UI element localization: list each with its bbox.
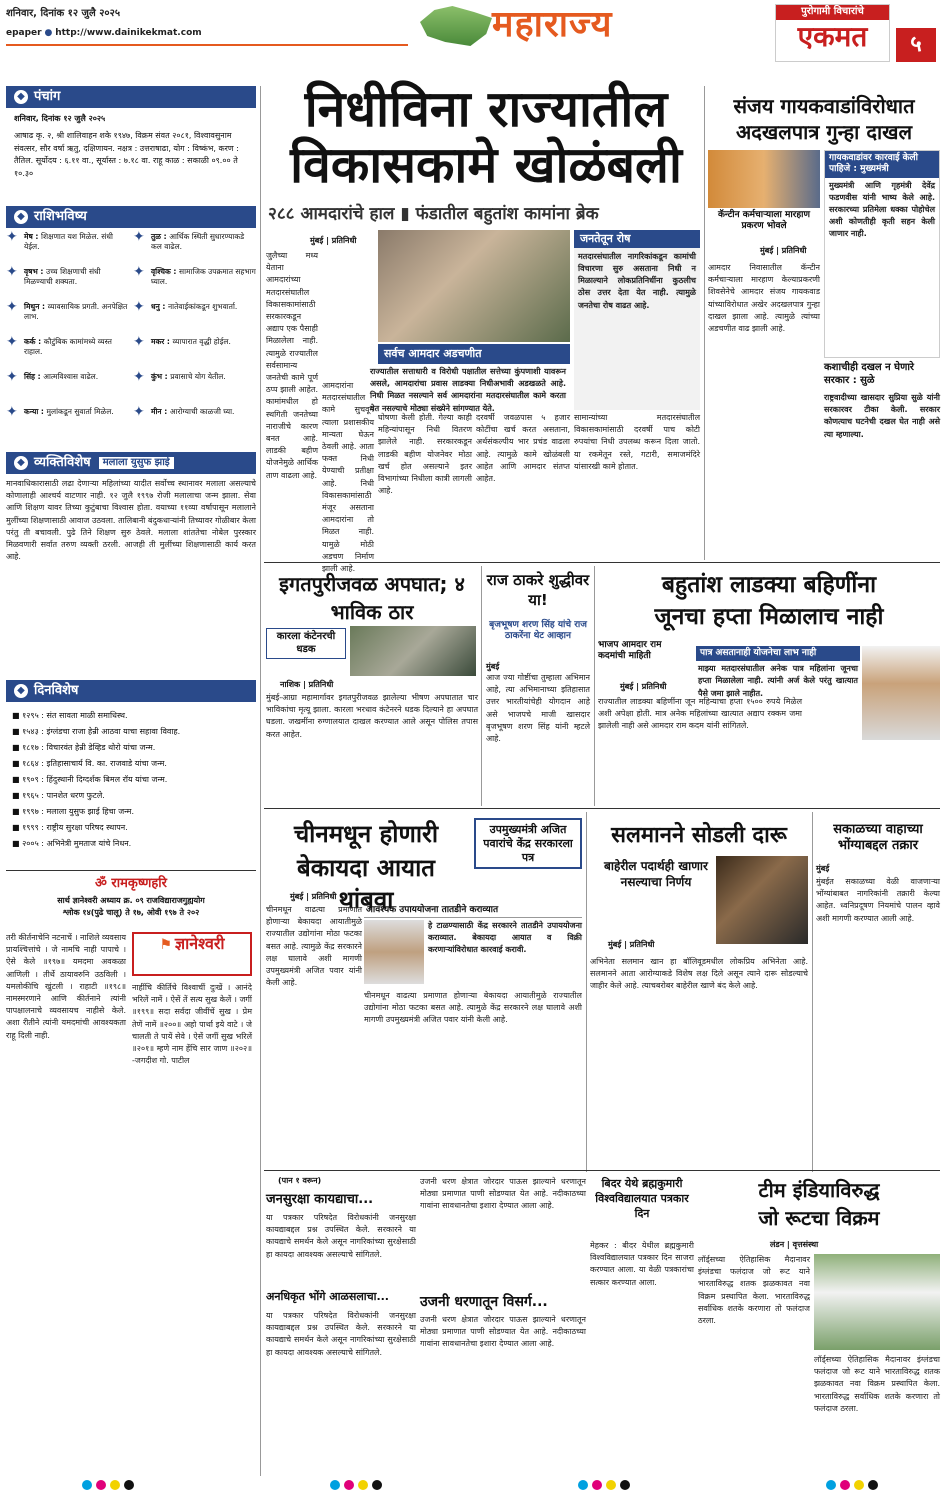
igatpuri-caption: कारला कंटेनरची धडक: [266, 628, 346, 659]
salman-headline: सलमानने सोडली दारू: [611, 823, 787, 848]
dinvishesh-item: ■ २००५ : अभिनेत्री मुमताज यांचे निधन.: [12, 839, 132, 848]
dinvishesh-item: ■ १९०९ : हिंदुस्थानी दिग्दर्शक बिमल रॉय यांचा जन्म.: [12, 775, 168, 784]
dinvishesh-item: ■ १९९९ : राष्ट्रीय सुरक्षा परिषद स्थापन.: [12, 823, 128, 832]
janata-box: [574, 230, 700, 410]
logo-text: ज्ञानेश्वरी: [174, 934, 225, 953]
ramkrishna-sub: सार्थ ज्ञानेश्वरी अध्याय क्र. ०९ राजविद्याराजगुह्ययोग: [57, 896, 205, 906]
janata-title: जनतेतून रोष: [574, 230, 700, 248]
raj-body: आज ज्या गोष्टींचा तुम्हाला अभिमान आहे, त्या अभिमानाच्या इतिहासात उत्तर भारतीयांचेही योगदान आहे असे भाजपचे माजी खासदार बृजभूषण शरण सिंह यांनी म्हटले आहे.: [486, 673, 590, 744]
zodiac-icon: ✦: [6, 404, 18, 420]
lead-caption-body: राज्यातील सत्ताधारी व विरोधी पक्षातील सत्तेच्या कुंपणाशी यावरून असले, आमदारांचा प्रवास लाडक्या निधीअभावी अडखळते आहे. निधी मिळत नसल्याने सर्व आमदारांना मतदारसंघातील कामे करता येत नसल्याचे मोठ्या संख्येने सांगण्यात येते.: [370, 367, 566, 413]
rashi-item: [6, 404, 129, 440]
ajit-photo: [364, 920, 424, 984]
ramkrishna-ovi: श्लोक १४(पुढे चालू) ते १७, ओवी १९७ ते २०२: [62, 908, 200, 918]
sule-title: कशाचीही दखल न घेणारे सरकार : सुळे: [824, 362, 914, 386]
rashi-item: [133, 229, 256, 265]
bhonga-dateline: मुंबई: [816, 864, 830, 873]
rashi-text: उच्च शिक्षणाची संधी मिळण्याची शक्यता.: [24, 267, 101, 286]
rashi-text: व्यापारात वृद्धी होईल.: [172, 337, 231, 346]
rashi-item: [6, 264, 129, 300]
vyakti-body: मानवाधिकारासाठी लढा देणाऱ्या महिलांच्या यादीत सर्वोच्च स्थानावर मलाला असल्याचे कोणालाही आश्चर्य वाटणार नाही. १२ जुलै १९९७ रोजी मलालाचा जन्म झाला. सेवा आणि शिक्षण यावर तिच्या कुटुंबाचा विश्वास होता. वयाच्या ११व्या वर्षापासून मलालाने मुलींच्या शिक्षणासाठी आवाज उठवला. तालिबानी बंदुकधाऱ्यांनी तिच्यावर गोळीबार केला परंतु ती बचावली. पुढे तिने शिक्षण सुरु ठेवले. मलाला शांततेचा नोबेल पुरस्कार मिळवणारी सर्वात तरुण व्यक्ती ठरली. आजही ती मुलींच्या शिक्षणासाठी कार्य करत आहे.: [6, 479, 256, 562]
map-graphic: [420, 6, 492, 46]
dinvishesh-item: ■ १८६४ : इतिहासाचार्य वि. का. राजवाडे यांचा जन्म.: [12, 759, 167, 768]
ramkrishna-title: ॐ रामकृष्णहरि: [95, 876, 167, 891]
salman-subhead: बाहेरील पदार्थही खाणार नसल्याचा निर्णय: [604, 859, 708, 889]
rashi-name: तुळ :: [151, 232, 170, 241]
panchang-date: शनिवार, दिनांक १२ जुलै २०२५: [14, 114, 106, 123]
chin-sidehead: उपमुख्यमंत्री अजित पवारांचे केंद्र सरकारला पत्र: [474, 818, 582, 869]
panchang-title: पंचांग: [34, 88, 61, 104]
gaikwad-photo: [708, 150, 820, 208]
igatpuri-dateline: नाशिक | प्रतिनिधी: [280, 680, 334, 689]
rashi-item: [133, 404, 256, 440]
rashi-title: राशिभविष्य: [34, 208, 87, 224]
rashi-name: सिंह :: [24, 372, 44, 381]
globe-icon: ●: [44, 28, 53, 38]
sule-body: राष्ट्रवादीच्या खासदार सुप्रिया सुळे यांनी सरकारवर टीका केली. सरकार कोणत्याच घटनेची दखल घेत नाही असे त्या म्हणाल्या.: [824, 393, 940, 439]
panchang-header: [6, 86, 256, 108]
header-epaper: [6, 28, 202, 39]
ladki-box: [696, 646, 860, 740]
zodiac-icon: ✦: [133, 299, 145, 315]
panchang-icon: ◆: [14, 90, 28, 104]
header-date: शनिवार, दिनांक १२ जुलै २०२५: [6, 8, 121, 19]
rashi-header: [6, 206, 256, 228]
rashi-item: [133, 334, 256, 370]
raj-subhead: बृजभूषण शरण सिंह यांचे राज ठाकरेंना थेट आव्हान: [489, 620, 587, 642]
root-photo: [814, 1254, 940, 1350]
rashi-icon: ◆: [14, 210, 28, 224]
gaikwad-caption: कॅन्टीन कर्मचाऱ्याला मारहाण प्रकरण भोवले: [718, 210, 810, 232]
zodiac-icon: ✦: [6, 334, 18, 350]
zodiac-icon: ✦: [6, 264, 18, 280]
lead-col4: दरवर्षी जवळपास ५ हजार कोटींचा खर्च करत असताना, अर्थसंकल्पीय भार प्रचंड वाढला आहे. त्यामुळे कामे खोळंबली आहेत आणि आमदार संतप्त आहेत.: [476, 413, 570, 484]
rashi-name: धनु :: [151, 302, 168, 311]
salman-photo: [716, 856, 808, 944]
bhonga-body: मुंबईत सकाळच्या वेळी वाजणाऱ्या भोंग्यांबाबत नागरिकांनी तक्रारी केल्या आहेत. ध्वनिप्रदूषण नियमांचे पालन व्हावे अशी मागणी करण्यात आली आहे.: [816, 877, 940, 923]
chin-box-title: आवश्यक उपाययोजना तातडीने कराव्यात: [364, 904, 582, 918]
dinvishesh-item: ■ १२९५ : संत सावता माळी समाधिस्थ.: [12, 711, 128, 720]
rashi-grid: [6, 229, 256, 440]
lead-headline-2: विकासकामे खोळंबली: [290, 135, 682, 194]
jansuraksha-tag: (पान १ वरून): [278, 1176, 322, 1185]
dinvishesh-item: ■ १९६५ : पानशेत धरण फुटले.: [12, 791, 105, 800]
gaikwad-body: आमदार निवासातील कॅन्टीन कर्मचाऱ्याला मारहाण केल्याप्रकरणी शिवसेनेचे आमदार संजय गायकवाड यांच्याविरोधात अखेर अदखलपात्र गुन्हा दाखल झाला आहे. त्यामुळे त्यांच्या अडचणीत वाढ झाली आहे.: [708, 263, 820, 334]
rashi-text: नातेवाईकांकडून शुभवार्ता.: [168, 302, 238, 311]
lead-col5: सामान्यांच्या मतदारसंघातील विकासकामांसाठी दरवर्षी पाच कोटी रुपयांचा निधी उपलब्ध करून दिला जातो. या रकमेतून रस्ते, गटारी, समाजमंदिरे यांसारखी कामे होतात.: [574, 413, 700, 471]
gaikwad-headline-2: अदखलपात्र गुन्हा दाखल: [735, 120, 913, 144]
gaikwad-headline-1: संजय गायकवाडांविरोधात: [733, 94, 915, 118]
rashi-text: आर्थिक स्थिती सुधारण्याकडे कल वाढेल.: [151, 232, 245, 251]
rashi-item: [133, 299, 256, 335]
panchang-body: आषाढ कृ. २, श्री शालिवाहन शके १९४७, विक्रम संवत २०८१, विश्वावसुनाम संवत्सर, सौर वर्षा ऋतु, दक्षिणायन. नक्षत्र : उत्तराषाढा, योग : विष्कंभ, करण : तैतिल. सूर्योदय : ६.११ वा., सूर्यास्त : ७.१८ वा. राहू काळ : सकाळी ०९.०० ते १०.३०: [14, 131, 239, 178]
page-number: ५: [896, 28, 936, 62]
rashi-name: मीन :: [151, 407, 170, 416]
ladki-headline-2: जूनचा हप्ता मिळालाच नाही: [654, 604, 884, 630]
rashi-item: [133, 264, 256, 300]
cm-box: [824, 150, 940, 358]
chin-headline-1: चीनमधून होणारी: [293, 820, 439, 848]
ladki-headline-1: बहुतांश लाडक्या बहिणींना: [661, 572, 877, 598]
bidar-body: मेहकर : बीदर येथील ब्रह्मकुमारी विश्वविद्यालयात पत्रकार दिन साजरा करण्यात आला. या वेळी पत्रकारांचा सत्कार करण्यात आला.: [590, 1241, 694, 1287]
lead-subhead: २८८ आमदारांचे हाल ▮ फंडातील बहुतांश कामांना ब्रेक: [268, 204, 599, 224]
rashi-name: मिथुन :: [24, 302, 48, 311]
ladki-dateline: मुंबई | प्रतिनिधी: [620, 682, 667, 691]
rashi-text: आत्मविश्वास वाढेल.: [43, 372, 99, 381]
brand-logo: [775, 4, 890, 62]
raj-dateline: मुंबई: [486, 662, 500, 671]
zodiac-icon: ✦: [6, 369, 18, 385]
rashi-name: कन्या :: [24, 407, 47, 416]
zodiac-icon: ✦: [6, 229, 18, 245]
rashi-text: सामाजिक उपक्रमात सहभाग घ्याल.: [151, 267, 256, 286]
ujani-intro: उजनी धरण क्षेत्रात जोरदार पाऊस झाल्याने धरणातून मोठ्या प्रमाणात पाणी सोडण्यात येत आहे. नदीकाठच्या गावांना सावधानतेचा इशारा देण्यात आला आहे.: [420, 1177, 586, 1211]
rashi-text: आरोग्याची काळजी घ्या.: [169, 407, 235, 416]
chin-body-2: चीनमधून वाढत्या प्रमाणात होणाऱ्या बेकायदा आयातीमुळे राज्यातील उद्योगांना मोठा फटका बसत आहे. त्यामुळे केंद्र सरकारने लक्ष घालावे अशी मागणी उपमुख्यमंत्री अजित पवार यांनी केली आहे.: [364, 991, 582, 1025]
chin-body: चीनमधून वाढत्या प्रमाणात होणाऱ्या बेकायदा आयातीमुळे राज्यातील उद्योगांना मोठा फटका बसत आहे. त्यामुळे केंद्र सरकारने लक्ष घालावे अशी मागणी उपमुख्यमंत्री अजित पवार यांनी केली आहे.: [266, 905, 362, 988]
gaikwad-dateline: मुंबई | प्रतिनिधी: [760, 246, 807, 255]
salman-dateline: मुंबई | प्रतिनिधी: [608, 940, 655, 949]
dinvishesh-item: ■ १८१७ : विचारवंत हेन्री डेव्हिड थोरो यांचा जन्म.: [12, 743, 156, 752]
vyakti-sub: मलाला युसुफ झाई: [99, 457, 174, 470]
ladki-box-body: माझ्या मतदारसंघातील अनेक पात्र महिलांना जूनचा हप्ता मिळालेला नाही. त्यांनी अर्ज केले परंतु खात्यात पैसे जमा झाले नाहीत.: [698, 664, 858, 698]
dnyaneshwari-logo: [132, 932, 252, 976]
vyakti-title: व्यक्तिविशेष: [34, 454, 91, 470]
bhonga-headline: सकाळच्या वाहाच्या भोंग्याबद्दल तक्रार: [833, 822, 923, 854]
zodiac-icon: ✦: [133, 334, 145, 350]
team-body: लॉर्ड्सच्या ऐतिहासिक मैदानावर इंग्लंडचा फलंदाज जो रूट याने भारताविरुद्ध शतक झळकावत नवा विक्रम प्रस्थापित केला. भारताविरुद्ध सर्वाधिक शतके करणारा तो फलंदाज ठरला.: [698, 1255, 810, 1326]
lead-col3: घोषणा केली होती. गेल्या काही महिन्यांपासून निधी वितरण झालेले नाही. सरकारकडून लाडकी बहीण योजनेवर मोठा खर्च होत असल्याने इतर विभागांच्या निधीला कात्री लागली आहे.: [378, 413, 472, 496]
rashi-text: मुलांकडून सुवार्ता मिळेल.: [46, 407, 114, 416]
brand-tagline: पुरोगामी विचारांचे: [776, 5, 889, 20]
zodiac-icon: ✦: [133, 369, 145, 385]
raj-headline: राज ठाकरे शुद्धीवर या!: [486, 571, 590, 609]
flag-icon: ⚑: [159, 937, 172, 953]
ujani-body: उजनी धरण क्षेत्रात जोरदार पाऊस झाल्याने धरणातून मोठ्या प्रमाणात पाणी सोडण्यात येत आहे. नदीकाठच्या गावांना सावधानतेचा इशारा देण्यात आला आहे.: [420, 1315, 586, 1349]
rashi-item: [6, 229, 129, 265]
lead-col1: जुलैच्या मध्य येताना आमदारांच्या मतदारसंघातील विकासकामांसाठी सरकारकडून अद्याप एक पैसाही मिळालेला नाही. त्यामुळे राज्यातील सर्वसामान्य जनतेची कामे पूर्ण ठप्प झाली आहेत. कामांमधील हो स्थगिती जनतेच्या नाराजीचे कारण बनत आहे. लाडकी बहीण योजनेमुळे आर्थिक ताण वाढला आहे.: [266, 251, 318, 480]
janata-body: मतदारसंघातील नागरिकांकडून कामांची विचारणा सुरु असताना निधी न मिळाल्याने लोकप्रतिनिधींना कुठलीच ठोस उत्तर देता येत नाही. त्यामुळे जनतेचा रोष वाढत आहे.: [578, 251, 696, 310]
chin-dateline: मुंबई | प्रतिनिधी: [290, 892, 337, 901]
dinvishesh-item: ■ १५४३ : इंग्लंडचा राजा हेन्री आठवा याचा सहावा विवाह.: [12, 727, 181, 736]
ramkrishna-col1: तरी कीर्तनाचेनि नटनाचें । नाशिले व्यवसाय प्रायश्चित्तांचे । जे नामचि नाही पापाचे । ऐसे केले ॥१९७॥ यमदमा अवकळा आणिली । तीर्थे ठायावरुनि उठविली । यमलोकीचि खुंटली । राहाटी ॥१९८॥ नामस्मरणाने आणि कीर्तनाने त्यांनी पापक्षालनाचे व्यवसायच नाहीसे केले. अशा रीतीने त्यांनी यमदमांची आवश्यकता राहू दिली नाही.: [6, 933, 126, 1040]
rashi-item: [6, 334, 129, 370]
rashi-text: प्रवासाचे योग येतील.: [170, 372, 226, 381]
team-dateline: लंडन | वृत्तसंस्था: [770, 1240, 819, 1249]
dinvishesh-icon: ◆: [14, 684, 28, 698]
rashi-name: वृषभ :: [24, 267, 46, 276]
rashi-item: [6, 299, 129, 335]
vyakti-icon: ◆: [14, 456, 28, 470]
lead-dateline: मुंबई | प्रतिनिधी: [310, 236, 357, 245]
lead-headline-1: निधीविना राज्यातील: [304, 79, 668, 138]
jansuraksha-body: या पत्रकार परिषदेत विरोधकांनी जनसुरक्षा कायद्याबद्दल प्रश्न उपस्थित केले. सरकारने या कायद्याचे समर्थन केले असून नागरिकांच्या सुरक्षेसाठी हा कायदा आवश्यक असल्याचे सांगितले.: [266, 1213, 416, 1259]
ramkrishna-col2: नाहींचि कीर्तिचे विश्वाचीं दुःखें । आनंदे भरिलें नामें । ऐसें तें सत्य सुख केलें । जगीं ॥१९९॥ सदा सर्वदा जीवींचें सुख । प्रेम तेणें नामें ॥२००॥ अहो पार्था इये वाटे । जे चालती ते पायें सेवे । ऐसें जगीं सुख भरिलें ॥२०१॥ म्हणे नाम हेंचि सार जाण ॥२०२॥ -जगदीश गो. पाटील: [132, 983, 252, 1066]
section-title: महाराज्य: [492, 3, 613, 45]
dinvishesh-item: ■ १९९७ : मलाला युसुफ झाई हिचा जन्म.: [12, 807, 135, 816]
rashi-item: [6, 369, 129, 405]
jansuraksha-headline: जनसुरक्षा कायद्याचा...: [266, 1192, 374, 1207]
chin-headline-2: बेकायदा आयात थांबवा: [297, 854, 435, 914]
zodiac-icon: ✦: [133, 404, 145, 420]
ramkadam-photo: [862, 646, 940, 740]
salman-body: अभिनेता सलमान खान हा बॉलिवूडमधील लोकप्रिय अभिनेता आहे. सलमानने आता आरोग्याकडे विशेष लक्ष दिले असून त्याने दारू सोडल्याचे जाहीर केले आहे. त्याचबरोबर बाहेरील खाणे बंद केले आहे.: [590, 957, 808, 991]
color-registration-bar: [80, 1480, 880, 1494]
cm-box-body: मुख्यमंत्री आणि गृहमंत्री देवेंद्र फडणवीस यांनी भाष्य केले आहे. सरकारच्या प्रतिमेला धक्का पोहोचेल अशी कोणतीही कृती सहन केली जाणार नाही.: [829, 180, 935, 239]
rashi-name: मेष :: [24, 232, 42, 241]
team-headline-1: टीम इंडियाविरुद्ध: [758, 1178, 880, 1202]
rashi-name: कर्क :: [24, 337, 44, 346]
rashi-name: मकर :: [151, 337, 173, 346]
cm-box-title: गायकवाडांवर कारवाई केली पाहिजे : मुख्यमंत्री: [825, 151, 939, 178]
dinvishesh-header: [6, 680, 256, 702]
chin-box-body: हे टाळण्यासाठी केंद्र सरकारने तातडीने उपाययोजना कराव्यात. बेकायदा आयात व विक्री करणाऱ्यांविरोधात कारवाई करावी.: [428, 921, 582, 955]
bidar-headline: बिदर येथे ब्रह्मकुमारी विश्वविद्यालयात पत्रकार दिन: [595, 1177, 689, 1220]
dinvishesh-list: [12, 708, 256, 852]
rashi-text: कौटुंबिक कामांमध्ये व्यस्त राहाल.: [24, 337, 112, 356]
jansuraksha-body-2: या पत्रकार परिषदेत विरोधकांनी जनसुरक्षा कायद्याबद्दल प्रश्न उपस्थित केले. सरकारने या कायद्याचे समर्थन केले असून नागरिकांच्या सुरक्षेसाठी हा कायदा आवश्यक असल्याचे सांगितले.: [266, 1311, 416, 1357]
zodiac-icon: ✦: [6, 299, 18, 315]
igatpuri-body: मुंबई-आग्रा महामार्गावर इगतपुरीजवळ झालेल्या भीषण अपघातात चार भाविकांचा मृत्यू झाला. कारला भरधाव कंटेनरने धडक दिल्याने हा अपघात घडला. जखमींना रुग्णालयात दाखल करण्यात आले असून पोलिस तपास करत आहेत.: [266, 693, 478, 739]
rashi-name: कुंभ :: [151, 372, 171, 381]
ladki-body: राज्यातील लाडक्या बहिणींना जून महिन्याचा हप्ता १५०० रुपये मिळेल अशी अपेक्षा होती. मात्र अनेक महिलांच्या खात्यात अद्याप रक्कम जमा झालेली नाही असे आमदार राम कदम यांनी सांगितले.: [598, 697, 802, 731]
ladki-subhead: भाजप आमदार राम कदमांची माहिती: [598, 640, 662, 662]
epaper-label: epaper: [6, 28, 42, 38]
zodiac-icon: ✦: [133, 229, 145, 245]
igatpuri-photo: [350, 626, 476, 676]
team-body-2: लॉर्ड्सच्या ऐतिहासिक मैदानावर इंग्लंडचा फलंदाज जो रूट याने भारताविरुद्ध शतक झळकावत नवा विक्रम प्रस्थापित केला. भारताविरुद्ध सर्वाधिक शतके करणारा तो फलंदाज ठरला.: [814, 1355, 940, 1413]
lead-photo: [378, 230, 570, 342]
ujani-headline: उजनी धरणातून विसर्ग...: [420, 1294, 548, 1310]
ladki-box-title: पात्र असतानाही योजनेचा लाभ नाही: [696, 646, 860, 661]
lead-col2: आमदारांना मतदारसंघातील कामे सुचवून त्याला प्रशासकीय मान्यता घेऊन ठेवली आहे. आता फक्त निधी येण्याची प्रतीक्षा आहे. निधी विकासकामांसाठी मंजूर असताना आमदारांना तो मिळत नाही. यामुळे मोठी अडचण निर्माण झाली आहे.: [322, 381, 374, 574]
rashi-text: शिक्षणात यश मिळेल. संधी येईल.: [24, 232, 113, 251]
dinvishesh-title: दिनविशेष: [34, 682, 79, 698]
rashi-text: व्यावसायिक प्रगती. अनपेक्षित लाभ.: [24, 302, 128, 321]
chin-box: [364, 904, 582, 986]
brand-name: एकमत: [797, 19, 868, 53]
rashi-item: [133, 369, 256, 405]
rashi-name: वृश्चिक :: [151, 267, 180, 276]
team-headline-2: जो रूटचा विक्रम: [758, 1206, 880, 1230]
vyakti-header: [6, 452, 256, 474]
zodiac-icon: ✦: [133, 264, 145, 280]
epaper-url[interactable]: http://www.dainikekmat.com: [55, 28, 202, 38]
igatpuri-headline: इगतपुरीजवळ अपघात; ४ भाविक ठार: [279, 572, 465, 624]
jansuraksha-subhead: अनधिकृत भोंगे आळसलाचा...: [266, 1290, 389, 1303]
lead-caption: सर्वच आमदार अडचणीत: [378, 344, 570, 364]
